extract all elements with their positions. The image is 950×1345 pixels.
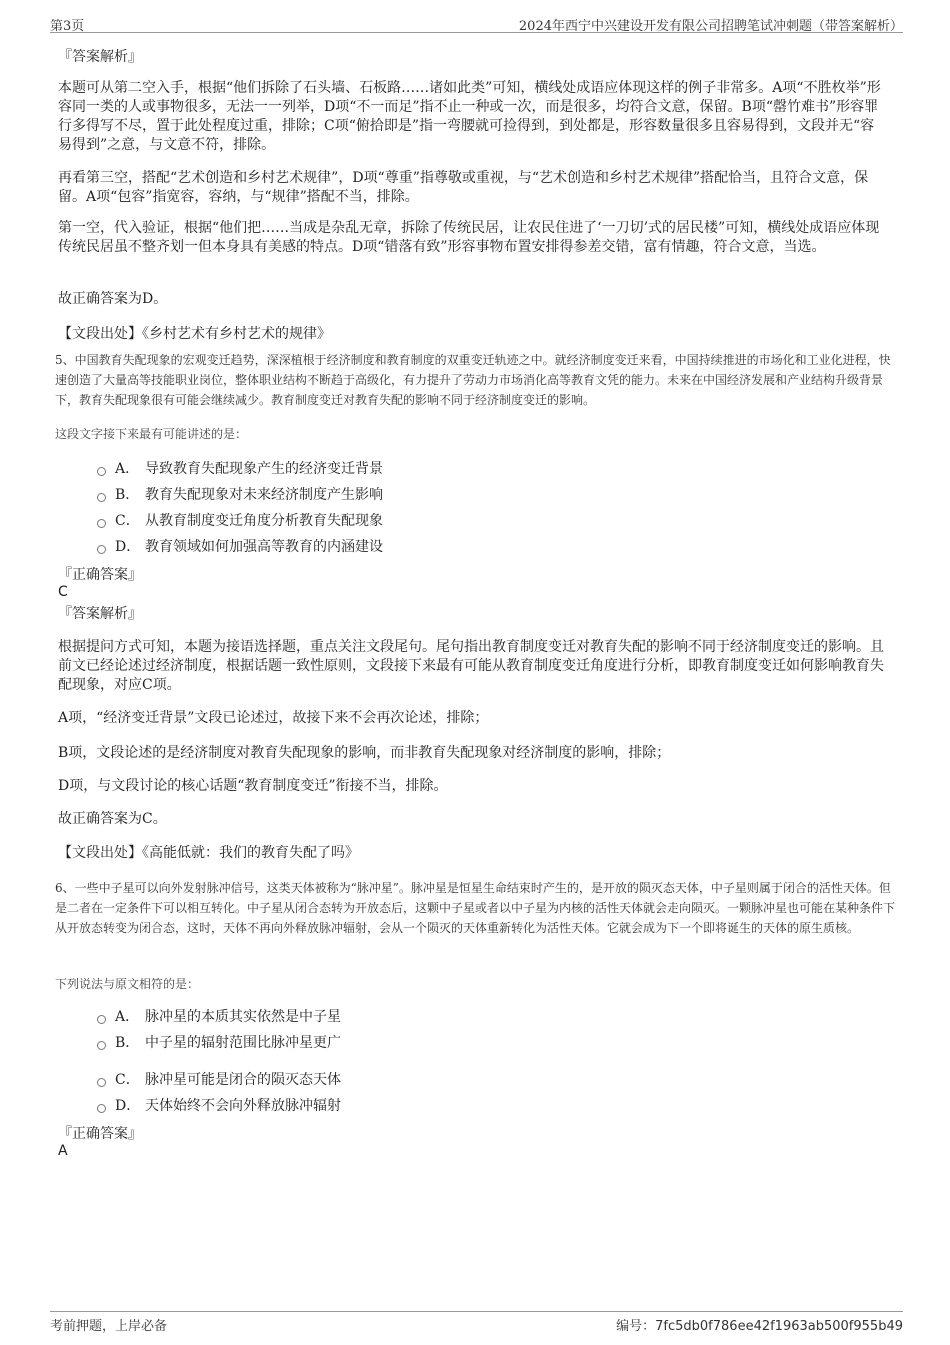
q5-option-d[interactable]: D． 教育领域如何加强高等教育的内涵建设	[97, 538, 383, 556]
q6-option-d[interactable]: D． 天体始终不会向外释放脉冲辐射	[97, 1097, 341, 1115]
q6-option-a[interactable]: A． 脉冲星的本质其实依然是中子星	[97, 1008, 341, 1026]
footer-slogan: 考前押题，上岸必备	[50, 1319, 168, 1334]
radio-icon[interactable]	[97, 1041, 106, 1050]
q4-analysis-p1: 本题可从第二空入手，根据“他们拆除了石头墙、石板路……诸如此类”可知，横线处成语应体现这样的例子非常多。A项“不胜枚举”形容同一类的人或事物很多，无法一一列举，D项“不一而足”指不止一种或一次，而是很多，均符合文意，保留。B项“罄竹难书”形容罪行多得写不尽，置于此处程度过重，排除；C项“俯拾即是”指一弯腰就可捡得到，到处都是，形容数量很多且容易得到，文段并无“容易得到”之意，与文意不符，排除。	[58, 80, 881, 153]
q5-analysis-label: 『答案解析』	[58, 606, 142, 622]
radio-icon[interactable]	[97, 1078, 106, 1087]
q4-analysis-label: 『答案解析』	[58, 49, 142, 65]
q5-prompt: 这段文字接下来最有可能讲述的是：	[55, 427, 248, 441]
q5-conclusion: 故正确答案为C。	[58, 811, 167, 827]
q5-analysis-p4: D项，与文段讨论的核心话题“教育制度变迁”衔接不当，排除。	[58, 778, 448, 794]
q6-option-c[interactable]: C． 脉冲星可能是闭合的陨灭态天体	[97, 1071, 341, 1089]
q4-source: 【文段出处】《乡村艺术有乡村艺术的规律》	[58, 326, 331, 342]
radio-icon[interactable]	[97, 493, 106, 502]
radio-icon[interactable]	[97, 1015, 106, 1024]
radio-icon[interactable]	[97, 545, 106, 554]
q5-option-a[interactable]: A． 导致教育失配现象产生的经济变迁背景	[97, 460, 383, 478]
q5-answer-label: 『正确答案』	[58, 567, 142, 583]
page-number: 第3页	[50, 19, 85, 34]
q5-source: 【文段出处】《高能低就：我们的教育失配了吗》	[58, 845, 359, 861]
q4-conclusion: 故正确答案为D。	[58, 291, 168, 307]
document-title: 2024年西宁中兴建设开发有限公司招聘笔试冲刺题（带答案解析）	[518, 19, 903, 34]
q5-question-text: 5、中国教育失配现象的宏观变迁趋势，深深植根于经济制度和教育制度的双重变迁轨迹之中。就经济制度变迁来看，中国持续推进的市场化和工业化进程，快速创造了大量高等技能职业岗位，整体职业结构不断趋于高级化，有力提升了劳动力市场消化高等教育文凭的能力。未来在中国经济发展和产业结构升级背景下，教育失配现象很有可能会继续减少。教育制度变迁对教育失配的影响不同于经济制度变迁的影响。	[55, 353, 891, 407]
q4-analysis-p2: 再看第三空，搭配“艺术创造和乡村艺术规律”，D项“尊重”指尊敬或重视，与“艺术创造和乡村艺术规律”搭配恰当，且符合文意，保留。A项“包容”指宽容，容纳，与“规律”搭配不当，排除。	[58, 170, 869, 205]
q6-question-text: 6、一些中子星可以向外发射脉冲信号，这类天体被称为“脉冲星”。脉冲星是恒星生命结束时产生的，是开放的陨灭态天体，中子星则属于闭合的活性天体。但是二者在一定条件下可以相互转化。中子星从闭合态转为开放态后，这颗中子星或者以中子星为内核的活性天体就会走向陨灭。一颗脉冲星也可能在某种条件下从开放态转变为闭合态，这时，天体不再向外释放脉冲辐射，会从一个陨灭的天体重新转化为活性天体。它就会成为下一个即将诞生的天体的原生质核。	[55, 881, 896, 935]
q5-option-c[interactable]: C． 从教育制度变迁角度分析教育失配现象	[97, 512, 383, 530]
q6-prompt: 下列说法与原文相符的是：	[55, 977, 200, 991]
q5-analysis-p3: B项，文段论述的是经济制度对教育失配现象的影响，而非教育失配现象对经济制度的影响，排除；	[58, 745, 671, 761]
radio-icon[interactable]	[97, 519, 106, 528]
q4-analysis-p3: 第一空，代入验证，根据“他们把……当成是杂乱无章，拆除了传统民居，让农民住进了‘一刀切’式的居民楼”可知，横线处成语应体现传统民居虽不整齐划一但本身具有美感的特点。D项“错落有致”形容事物布置安排得参差交错，富有情趣，符合文意，当选。	[58, 220, 880, 255]
radio-icon[interactable]	[97, 467, 106, 476]
page-header	[50, 12, 903, 33]
q6-option-b[interactable]: B． 中子星的辐射范围比脉冲星更广	[97, 1034, 341, 1052]
q5-analysis-p1: 根据提问方式可知，本题为接语选择题，重点关注文段尾句。尾句指出教育制度变迁对教育失配的影响不同于经济制度变迁的影响。且前文已经论述过经济制度，根据话题一致性原则，文段接下来最有可能从教育制度变迁角度进行分析，即教育制度变迁如何影响教育失配现象，对应C项。	[58, 639, 884, 693]
page-footer	[50, 1311, 903, 1336]
radio-icon[interactable]	[97, 1104, 106, 1113]
q5-option-b[interactable]: B． 教育失配现象对未来经济制度产生影响	[97, 486, 383, 504]
q6-answer: A	[58, 1143, 68, 1159]
document-id: 编号：7fc5db0f786ee42f1963ab500f955b49	[616, 1319, 903, 1334]
q6-answer-label: 『正确答案』	[58, 1126, 142, 1142]
q5-analysis-p2: A项，“经济变迁背景”文段已论述过，故接下来不会再次论述，排除；	[58, 710, 489, 726]
q5-answer: C	[58, 584, 68, 600]
